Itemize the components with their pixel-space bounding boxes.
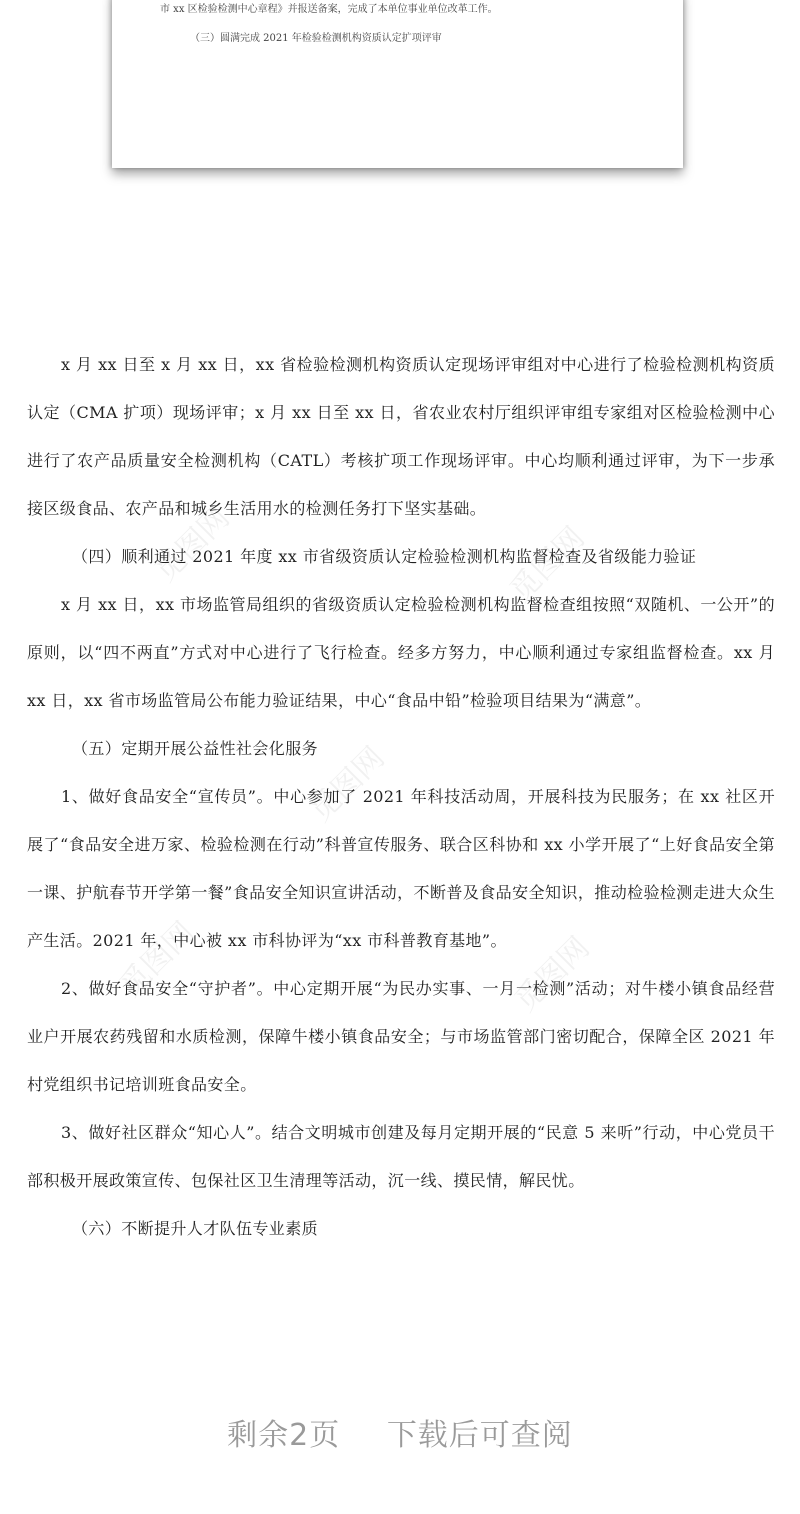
preview-heading: （三）圆满完成 2021 年检验检测机构资质认定扩项评审 bbox=[190, 33, 442, 44]
paragraph: 3、做好社区群众“知心人”。结合文明城市创建及每月定期开展的“民意 5 来听”行动，中心党员干部积极开展政策宣传、包保社区卫生清理等活动，沉一线、摸民情，解民忧。 bbox=[27, 1123, 775, 1190]
remaining-pages-banner[interactable] bbox=[0, 1410, 800, 1454]
paragraph: 2、做好食品安全“守护者”。中心定期开展“为民办实事、一月一检测”活动；对牛楼小镇食品经营业户开展农药残留和水质检测，保障牛楼小镇食品安全；与市场监管部门密切配合，保障全区 2021 年村党组织书记培训班食品安全。 bbox=[27, 979, 775, 1094]
paragraph: x 月 xx 日，xx 市场监管局组织的省级资质认定检验检测机构监督检查组按照“双随机、一公开”的原则，以“四不两直”方式对中心进行了飞行检查。经多方努力，中心顺利通过专家组监督检查。xx 月 xx 日，xx 省市场监管局公布能力验证结果，中心“食品中铅”检验项目结果为“满意”。 bbox=[27, 595, 775, 710]
watermark: 觅图网 bbox=[503, 520, 592, 609]
remaining-pages-text: 剩余2页 bbox=[227, 1418, 341, 1453]
section-heading: （四）顺利通过 2021 年度 xx 市省级资质认定检验检测机构监督检查及省级能力验证 bbox=[72, 547, 697, 566]
download-hint-text: 下载后可查阅 bbox=[386, 1418, 573, 1453]
section-heading: （六）不断提升人才队伍专业素质 bbox=[72, 1219, 319, 1238]
document-preview-card bbox=[112, 0, 683, 168]
watermark: 觅图网 bbox=[508, 930, 597, 1019]
paragraph: 1、做好食品安全“宣传员”。中心参加了 2021 年科技活动周，开展科技为民服务；在 xx 社区开展了“食品安全进万家、检验检测在行动”科普宣传服务、联合区科协和 xx 小学开展了“上好食品安全第一课、护航春节开学第一餐”食品安全知识宣讲活动，不断普及食品安全知识，推动检验检测走进大众生产生活。2021 年，中心被 xx 市科协评为“xx 市科普教育基地”。 bbox=[27, 787, 775, 950]
preview-line: 市 xx 区检验检测中心章程》并报送备案，完成了本单位事业单位改革工作。 bbox=[160, 4, 498, 15]
watermark: 觅图网 bbox=[148, 500, 237, 589]
watermark: 觅图网 bbox=[113, 915, 202, 1004]
paragraph: x 月 xx 日至 x 月 xx 日，xx 省检验检测机构资质认定现场评审组对中心进行了检验检测机构资质认定（CMA 扩项）现场评审；x 月 xx 日至 xx 日，省农业农村厅组织评审组专家组对区检验检测中心进行了农产品质量安全检测机构（CATL）考核扩项工作现场评审。中心均顺利通过评审，为下一步承接区级食品、农产品和城乡生活用水的检测任务打下坚实基础。 bbox=[27, 355, 775, 518]
document-body bbox=[27, 341, 775, 1253]
watermark: 觅图网 bbox=[303, 740, 392, 829]
section-heading: （五）定期开展公益性社会化服务 bbox=[72, 739, 319, 758]
